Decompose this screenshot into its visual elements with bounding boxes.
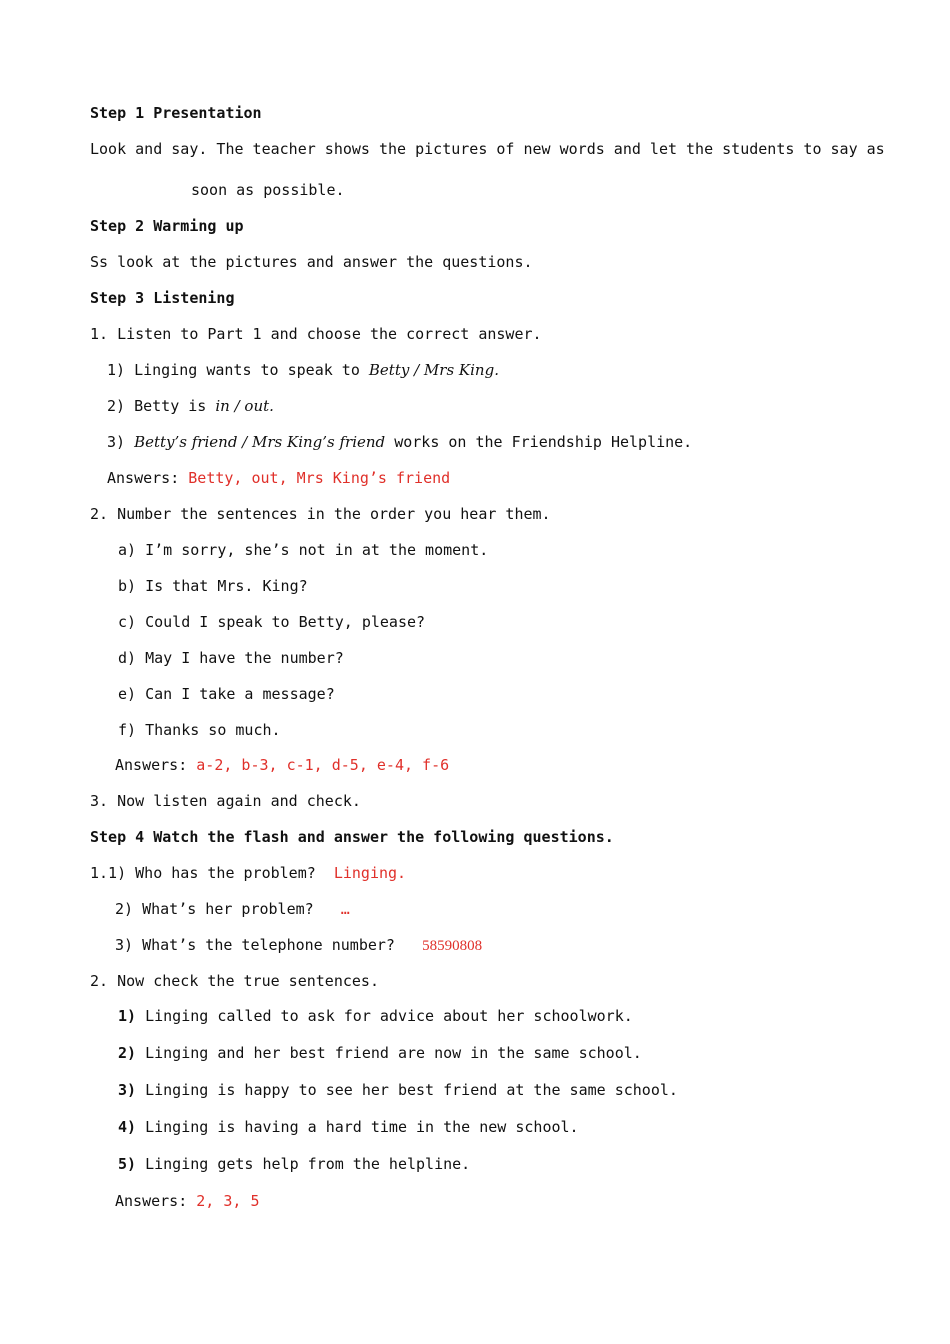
step3-q1-item-3 bbox=[107, 432, 692, 452]
step4-q2-item-3 bbox=[118, 1080, 678, 1100]
step4-q2-item-4 bbox=[118, 1117, 579, 1137]
item-text: 1) Linging wants to speak to bbox=[107, 361, 369, 379]
answers-value: Betty, out, Mrs King’s friend bbox=[188, 469, 451, 487]
step4-q1-item-3 bbox=[115, 935, 482, 956]
item-text: Linging is happy to see her best friend at the same school. bbox=[145, 1081, 678, 1099]
step4-q2-title: 2. Now check the true sentences. bbox=[90, 972, 379, 990]
step3-q2-answers bbox=[115, 755, 449, 775]
item-text: Linging gets help from the helpline. bbox=[145, 1155, 471, 1173]
step3-q2-title: 2. Number the sentences in the order you hear them. bbox=[90, 505, 551, 523]
step3-q1-item-2 bbox=[107, 396, 274, 416]
item-post: . bbox=[269, 397, 274, 415]
question-text: 1.1) Who has the problem? bbox=[90, 864, 316, 882]
item-text: 2) Betty is bbox=[107, 397, 216, 415]
item-post: works on the Friendship Helpline. bbox=[385, 433, 693, 451]
answers-label: Answers: bbox=[107, 469, 189, 487]
step3-q1-answers bbox=[107, 468, 450, 488]
item-text: Linging called to ask for advice about her schoolwork. bbox=[145, 1007, 633, 1025]
step4-q2-item-1 bbox=[118, 1006, 633, 1026]
step4-q2-item-2 bbox=[118, 1043, 642, 1063]
item-text: Linging is having a hard time in the new school. bbox=[145, 1118, 579, 1136]
item-number: 1) bbox=[118, 1007, 137, 1025]
question-text: 2) What’s her problem? bbox=[115, 900, 314, 918]
step3-q2-item-d: d) May I have the number? bbox=[118, 649, 344, 667]
item-options: Betty’s friend / Mrs King’s friend bbox=[134, 433, 386, 451]
step3-q1-title: 1. Listen to Part 1 and choose the correct answer. bbox=[90, 325, 542, 343]
step3-q2-item-b: b) Is that Mrs. King? bbox=[118, 577, 308, 595]
question-answer: 58590808 bbox=[422, 938, 483, 954]
item-post: . bbox=[494, 361, 499, 379]
step3-q3: 3. Now listen again and check. bbox=[90, 792, 361, 810]
step4-q1-item-2 bbox=[115, 899, 350, 919]
item-number: 4) bbox=[118, 1118, 137, 1136]
step3-q1-item-1 bbox=[107, 360, 499, 380]
item-options: in / out bbox=[215, 397, 270, 415]
item-text: 3) bbox=[107, 433, 135, 451]
answers-value: a-2, b-3, c-1, d-5, e-4, f-6 bbox=[196, 756, 450, 774]
question-text: 3) What’s the telephone number? bbox=[115, 936, 395, 954]
answers-label: Answers: bbox=[115, 1192, 197, 1210]
step3-q2-item-a: a) I’m sorry, she’s not in at the moment. bbox=[118, 541, 489, 559]
step3-q2-item-e: e) Can I take a message? bbox=[118, 685, 335, 703]
step4-heading: Step 4 Watch the flash and answer the following questions. bbox=[90, 828, 614, 846]
step4-q1-item-1 bbox=[90, 863, 406, 883]
item-number: 5) bbox=[118, 1155, 137, 1173]
step1-text-line2: soon as possible. bbox=[191, 181, 345, 199]
item-text: Linging and her best friend are now in the same school. bbox=[145, 1044, 642, 1062]
step2-heading: Step 2 Warming up bbox=[90, 217, 244, 235]
step3-q2-item-f: f) Thanks so much. bbox=[118, 721, 281, 739]
item-number: 3) bbox=[118, 1081, 137, 1099]
step4-q2-answers bbox=[115, 1191, 260, 1211]
step3-heading: Step 3 Listening bbox=[90, 289, 235, 307]
item-options: Betty / Mrs King bbox=[368, 361, 495, 379]
answers-label: Answers: bbox=[115, 756, 197, 774]
question-answer: … bbox=[340, 900, 350, 918]
step1-text-line1: Look and say. The teacher shows the pictures of new words and let the students to say as bbox=[90, 140, 885, 158]
step4-q2-item-5 bbox=[118, 1154, 470, 1174]
question-answer: Linging. bbox=[333, 864, 407, 882]
item-number: 2) bbox=[118, 1044, 137, 1062]
step2-text: Ss look at the pictures and answer the questions. bbox=[90, 253, 533, 271]
step1-heading: Step 1 Presentation bbox=[90, 104, 262, 122]
answers-value: 2, 3, 5 bbox=[196, 1192, 260, 1210]
step3-q2-item-c: c) Could I speak to Betty, please? bbox=[118, 613, 426, 631]
